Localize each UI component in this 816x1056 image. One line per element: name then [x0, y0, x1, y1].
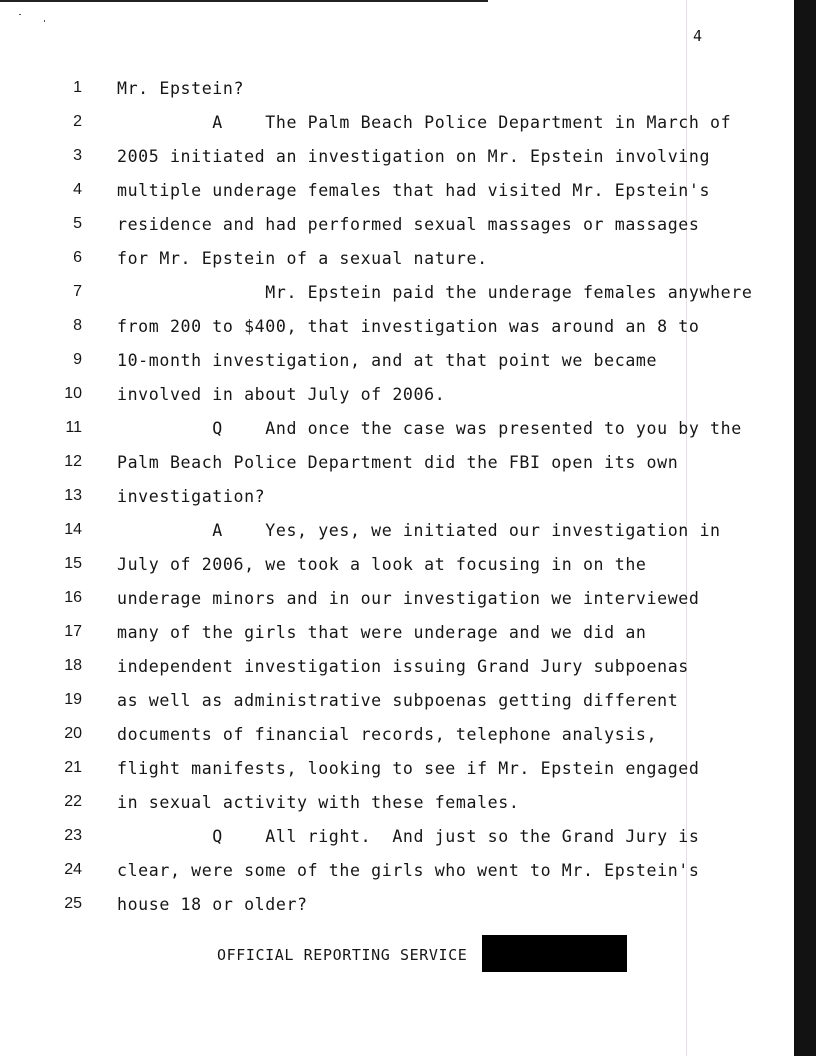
line-number: 21 — [64, 759, 82, 776]
transcript-line — [0, 691, 760, 713]
transcript-line — [0, 827, 760, 849]
line-number: 18 — [64, 657, 82, 674]
scan-edge-bar — [794, 0, 816, 1056]
transcript-line — [0, 283, 760, 305]
line-text: flight manifests, looking to see if Mr. Epstein engaged — [117, 759, 700, 778]
transcript-line — [0, 895, 760, 917]
transcript-line — [0, 453, 760, 475]
transcript-line — [0, 385, 760, 407]
line-text: multiple underage females that had visited Mr. Epstein's — [117, 181, 711, 200]
transcript-line — [0, 657, 760, 679]
scan-speck — [44, 20, 45, 22]
transcript-line — [0, 725, 760, 747]
line-text: 10-month investigation, and at that point we became — [117, 351, 658, 370]
line-text: involved in about July of 2006. — [117, 385, 446, 404]
scan-speck — [19, 14, 21, 15]
transcript-line — [0, 249, 760, 271]
line-text: July of 2006, we took a look at focusing in on the — [117, 555, 647, 574]
line-text: Palm Beach Police Department did the FBI open its own — [117, 453, 679, 472]
line-text: for Mr. Epstein of a sexual nature. — [117, 249, 488, 268]
line-text: many of the girls that were underage and we did an — [117, 623, 647, 642]
line-text: Mr. Epstein paid the underage females anywhere — [117, 283, 753, 302]
line-number: 13 — [64, 487, 82, 504]
transcript-line — [0, 861, 760, 883]
line-text: house 18 or older? — [117, 895, 308, 914]
line-text: in sexual activity with these females. — [117, 793, 520, 812]
line-number: 16 — [64, 589, 82, 606]
transcript-line — [0, 487, 760, 509]
line-text: independent investigation issuing Grand Jury subpoenas — [117, 657, 689, 676]
line-text: A The Palm Beach Police Department in March of — [117, 113, 732, 132]
line-number: 9 — [73, 351, 82, 368]
line-number: 2 — [73, 113, 82, 130]
transcript-line — [0, 113, 760, 135]
line-number: 17 — [64, 623, 82, 640]
line-text: from 200 to $400, that investigation was around an 8 to — [117, 317, 700, 336]
line-text: Mr. Epstein? — [117, 79, 245, 98]
page-number: 4 — [693, 27, 703, 45]
transcript-line — [0, 555, 760, 577]
redaction-block — [482, 935, 627, 972]
transcript-line — [0, 793, 760, 815]
transcript-line — [0, 147, 760, 169]
line-number: 22 — [64, 793, 82, 810]
line-text: Q All right. And just so the Grand Jury is — [117, 827, 700, 846]
transcript-line — [0, 521, 760, 543]
transcript-line — [0, 215, 760, 237]
line-text: underage minors and in our investigation we interviewed — [117, 589, 700, 608]
transcript-line — [0, 623, 760, 645]
line-text: residence and had performed sexual massages or massages — [117, 215, 700, 234]
line-number: 1 — [73, 79, 82, 96]
transcript-line — [0, 351, 760, 373]
line-number: 8 — [73, 317, 82, 334]
line-number: 10 — [64, 385, 82, 402]
line-text: A Yes, yes, we initiated our investigation in — [117, 521, 721, 540]
line-number: 11 — [65, 419, 82, 436]
line-number: 12 — [64, 453, 82, 470]
line-number: 4 — [73, 181, 82, 198]
line-number: 24 — [64, 861, 82, 878]
transcript-line — [0, 419, 760, 441]
line-text: 2005 initiated an investigation on Mr. Epstein involving — [117, 147, 711, 166]
transcript-line — [0, 759, 760, 781]
line-number: 23 — [64, 827, 82, 844]
line-number: 15 — [64, 555, 82, 572]
transcript-line — [0, 181, 760, 203]
line-text: Q And once the case was presented to you by the — [117, 419, 742, 438]
transcript-line — [0, 79, 760, 101]
line-number: 6 — [73, 249, 82, 266]
top-scan-edge — [0, 0, 488, 2]
line-text: investigation? — [117, 487, 266, 506]
line-number: 20 — [64, 725, 82, 742]
line-number: 3 — [73, 147, 82, 164]
transcript-line — [0, 589, 760, 611]
line-number: 25 — [64, 895, 82, 912]
line-number: 14 — [64, 521, 82, 538]
line-number: 19 — [64, 691, 82, 708]
line-number: 7 — [73, 283, 82, 300]
line-text: clear, were some of the girls who went to Mr. Epstein's — [117, 861, 700, 880]
line-number: 5 — [73, 215, 82, 232]
transcript-line — [0, 317, 760, 339]
line-text: documents of financial records, telephone analysis, — [117, 725, 658, 744]
line-text: as well as administrative subpoenas getting different — [117, 691, 679, 710]
footer-reporting-service: OFFICIAL REPORTING SERVICE — [217, 946, 468, 964]
